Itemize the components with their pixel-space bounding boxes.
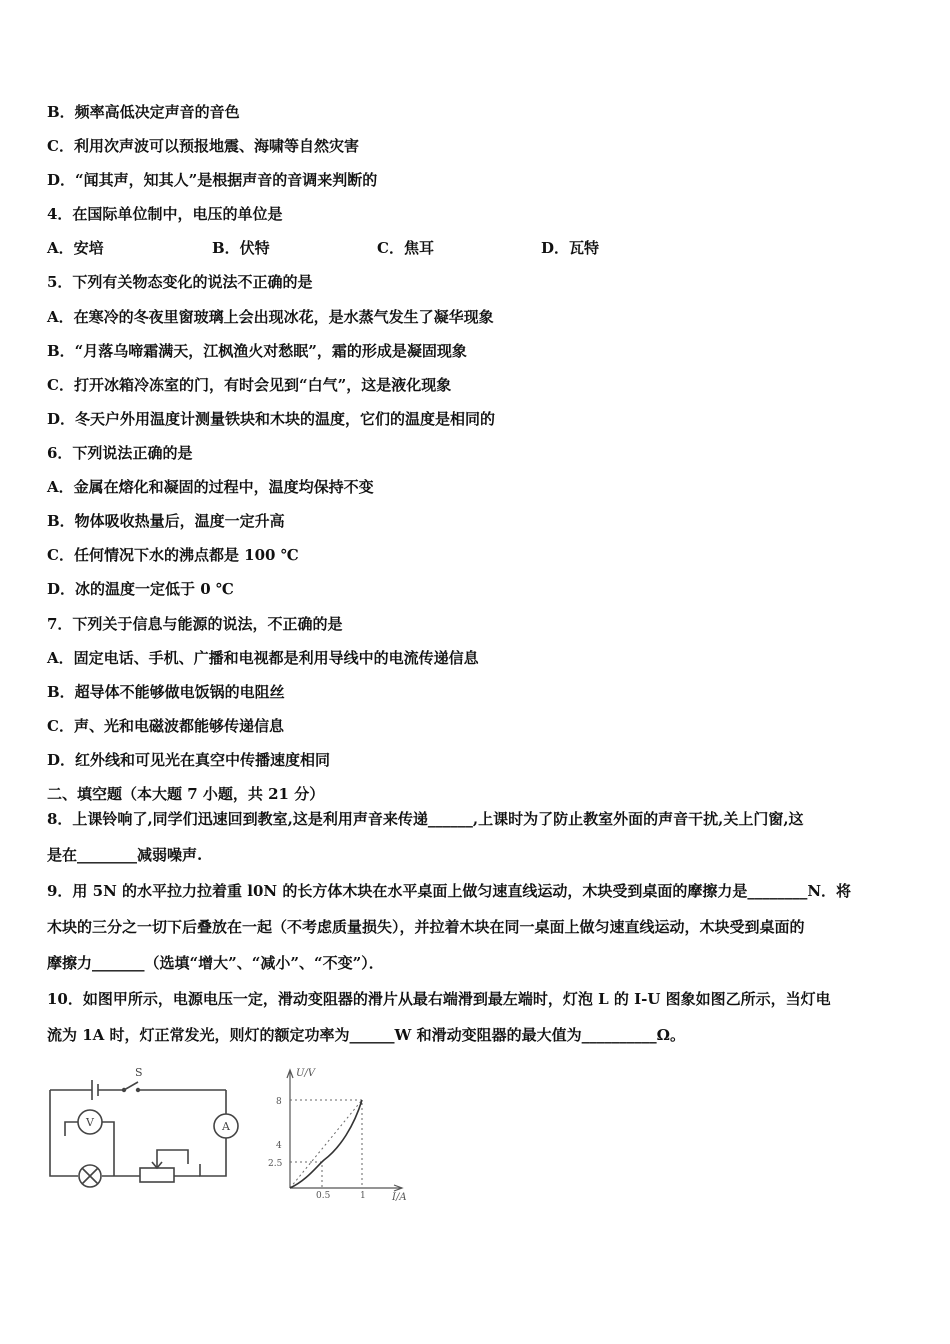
diagonal-guide bbox=[290, 1100, 362, 1188]
question-6: 6．下列说法正确的是 bbox=[47, 444, 193, 462]
x-axis-label: I/A bbox=[392, 1192, 407, 1202]
q4-option-b: B．伏特 bbox=[212, 239, 270, 257]
x-tick-0-5: 0.5 bbox=[316, 1191, 331, 1201]
q6-option-c: C．任何情况下水的沸点都是 100 ℃ bbox=[47, 546, 299, 564]
question-9-line-2: 木块的三分之一切下后叠放在一起（不考虑质量损失），并拉着木块在同一桌面上做匀速直线运动，木块受到桌面的 bbox=[47, 918, 805, 936]
q4-option-d: D．瓦特 bbox=[541, 239, 600, 257]
q7-option-c: C．声、光和电磁波都能够传递信息 bbox=[47, 717, 284, 735]
q5-option-b: B．“月落乌啼霜满天，江枫渔火对愁眠”，霜的形成是凝固现象 bbox=[47, 342, 467, 360]
switch-contact-dot bbox=[136, 1088, 140, 1092]
iu-graph bbox=[262, 1062, 422, 1202]
question-4: 4．在国际单位制中，电压的单位是 bbox=[47, 205, 283, 223]
switch-pivot-dot bbox=[122, 1088, 126, 1092]
q3-option-c: C．利用次声波可以预报地震、海啸等自然灾害 bbox=[47, 137, 359, 155]
q6-option-b: B．物体吸收热量后，温度一定升高 bbox=[47, 512, 285, 530]
ammeter-symbol: A bbox=[222, 1120, 230, 1133]
section-2-heading: 二、填空题（本大题 7 小题，共 21 分） bbox=[47, 785, 325, 803]
q3-option-b: B．频率高低决定声音的音色 bbox=[47, 103, 240, 121]
question-5: 5．下列有关物态变化的说法不正确的是 bbox=[47, 273, 313, 291]
question-10-line-2: 流为 1A 时，灯正常发光，则灯的额定功率为______W 和滑动变阻器的最大值为__________Ω。 bbox=[47, 1026, 685, 1044]
lamp-icon bbox=[79, 1165, 101, 1187]
question-8-line-1: 8．上课铃响了,同学们迅速回到教室,这是利用声音来传递______,上课时为了防止教室外面的声音干扰,关上门窗,这 bbox=[47, 810, 804, 828]
q5-option-c: C．打开冰箱冷冻室的门，有时会见到“白气”，这是液化现象 bbox=[47, 376, 452, 394]
question-9-line-3: 摩擦力_______（选填“增大”、“减小”、“不变”）． bbox=[47, 954, 384, 972]
q4-option-c: C．焦耳 bbox=[377, 239, 434, 257]
q3-option-d: D．“闻其声，知其人”是根据声音的音调来判断的 bbox=[47, 171, 378, 189]
switch-label: S bbox=[135, 1066, 143, 1079]
voltmeter-symbol: V bbox=[86, 1116, 94, 1129]
y-tick-4: 4 bbox=[276, 1141, 282, 1151]
y-tick-2-5: 2.5 bbox=[268, 1159, 283, 1169]
y-axis-label: U/V bbox=[296, 1068, 316, 1079]
question-10-line-1: 10．如图甲所示，电源电压一定，滑动变阻器的滑片从最右端滑到最左端时，灯泡 L 的 I-U 图象如图乙所示，当灯电 bbox=[47, 990, 831, 1008]
question-9-line-1: 9．用 5N 的水平拉力拉着重 l0N 的长方体木块在水平桌面上做匀速直线运动，木块受到桌面的摩擦力是________N．将 bbox=[47, 882, 852, 900]
q5-option-a: A．在寒冷的冬夜里窗玻璃上会出现冰花，是水蒸气发生了凝华现象 bbox=[47, 308, 494, 326]
q5-option-d: D．冬天户外用温度计测量铁块和木块的温度，它们的温度是相同的 bbox=[47, 410, 496, 428]
question-7: 7．下列关于信息与能源的说法，不正确的是 bbox=[47, 615, 343, 633]
q7-option-a: A．固定电话、手机、广播和电视都是利用导线中的电流传递信息 bbox=[47, 649, 479, 667]
q7-option-b: B．超导体不能够做电饭锅的电阻丝 bbox=[47, 683, 285, 701]
x-tick-1: 1 bbox=[360, 1191, 366, 1201]
q6-option-d: D．冰的温度一定低于 0 ℃ bbox=[47, 580, 234, 598]
q4-option-a: A．安培 bbox=[47, 239, 104, 257]
circuit-diagram bbox=[40, 1062, 250, 1192]
q7-option-d: D．红外线和可见光在真空中传播速度相同 bbox=[47, 751, 331, 769]
y-tick-8: 8 bbox=[276, 1097, 282, 1107]
question-8-line-2: 是在________减弱噪声. bbox=[47, 846, 203, 864]
q6-option-a: A．金属在熔化和凝固的过程中，温度均保持不变 bbox=[47, 478, 374, 496]
